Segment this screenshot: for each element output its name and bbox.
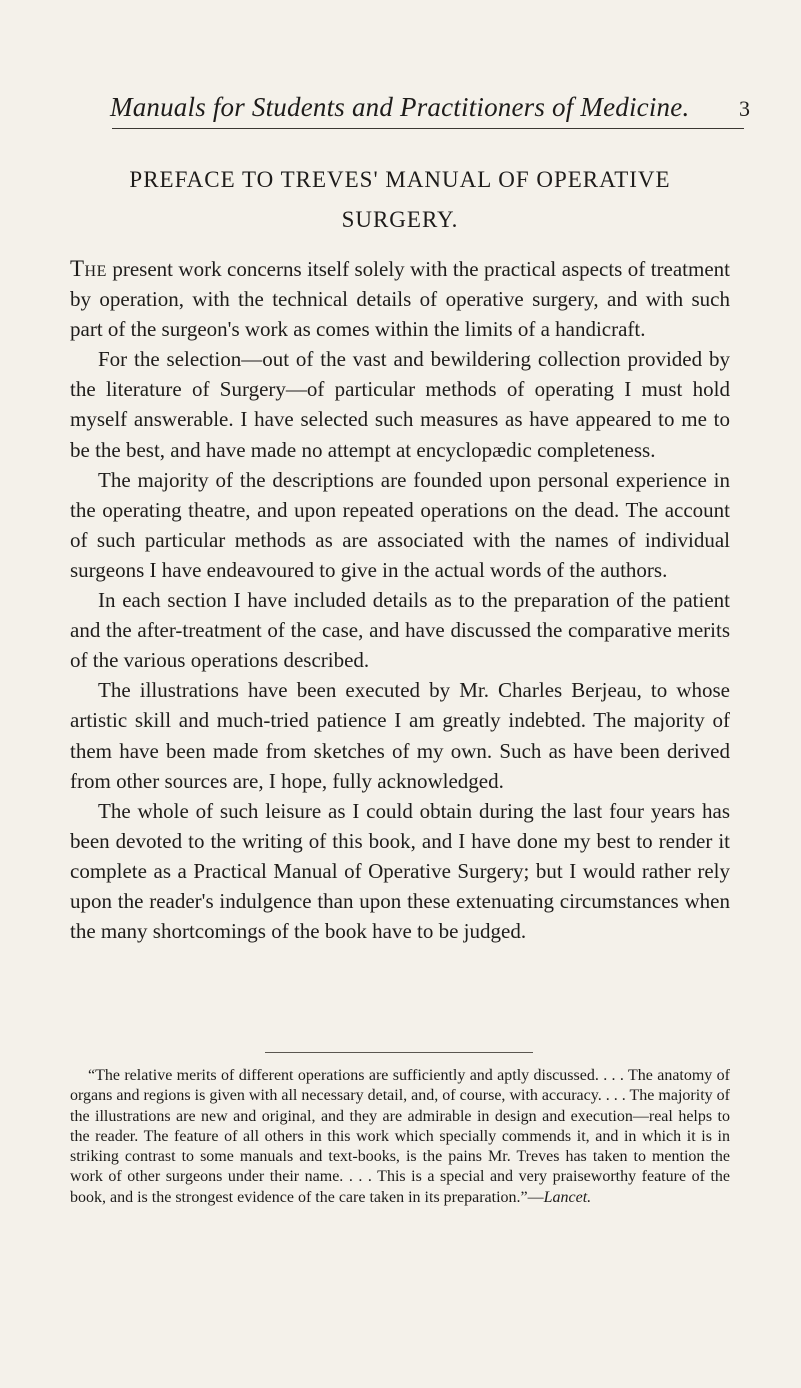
paragraph: In each section I have included details as to the preparation of the patient and the after-treatment of the case, and have discussed the comparative merits of the various operations described.	[70, 588, 730, 673]
paragraph-text: present work concerns itself solely with the practical aspects of treatment by operation, with the technical details of operative surgery, and with such part of the surgeon's work as comes within the limits of a handicraft.	[70, 257, 730, 342]
header-rule	[112, 128, 744, 129]
section-divider	[265, 1052, 533, 1053]
paragraph: For the selection—out of the vast and bewildering collection provided by the literature of Surgery—of particular methods of operating I must hold myself answerable. I have selected such measures as have appeared to me to be the best, and have made no attempt at encyclopædic completeness.	[70, 347, 730, 462]
lead-word: The	[70, 256, 107, 281]
paragraph: The majority of the descriptions are founded upon personal experience in the operating theatre, and upon repeated operations on the dead. The account of such particular methods as are associated with the names of individual surgeons I have endeavoured to give in the actual words of the authors.	[70, 467, 730, 582]
section-title-line-2: SURGERY.	[341, 207, 459, 232]
section-title	[70, 160, 730, 240]
paragraph: The illustrations have been executed by Mr. Charles Berjeau, to whose artistic skill and much-tried patience I am greatly indebted. The majority of them have been made from sketches of my own. Such as have been derived from other sources are, I hope, fully acknowledged.	[70, 678, 730, 793]
preface-body	[70, 254, 730, 946]
paragraph	[70, 254, 730, 344]
review-source: Lancet.	[543, 1188, 592, 1206]
review-paragraph	[70, 1066, 730, 1208]
paragraph: The whole of such leisure as I could obtain during the last four years has been devoted to the writing of this book, and I have done my best to render it complete as a Practical Manual of Operative Surgery; but I would rather rely upon the reader's indulgence than upon these extenuating circumstances when the many shortcomings of the book have to be judged.	[70, 798, 730, 944]
section-title-line-1: PREFACE TO TREVES' MANUAL OF OPERATIVE	[129, 167, 671, 192]
review-quote	[70, 1066, 730, 1208]
page-header	[110, 92, 750, 132]
page-number: 3	[739, 96, 750, 121]
review-text: “The relative merits of different operations are sufficiently and aptly discussed. . . . The anatomy of organs and regions is given with all necessary detail, and, of course, with accuracy. . . . The majority of the illustrations are new and original, and they are admirable in design and execution—real helps to the reader. The feature of all others in this work which specially commends it, and in which it is in striking contrast to some manuals and text-books, is the pains Mr. Treves has taken to mention the work of other surgeons under their name. . . . This is a special and very praiseworthy feature of the book, and is the strongest evidence of the care taken in its preparation.”—	[70, 1067, 730, 1206]
running-head: Manuals for Students and Practitioners of Medicine.	[110, 92, 690, 122]
